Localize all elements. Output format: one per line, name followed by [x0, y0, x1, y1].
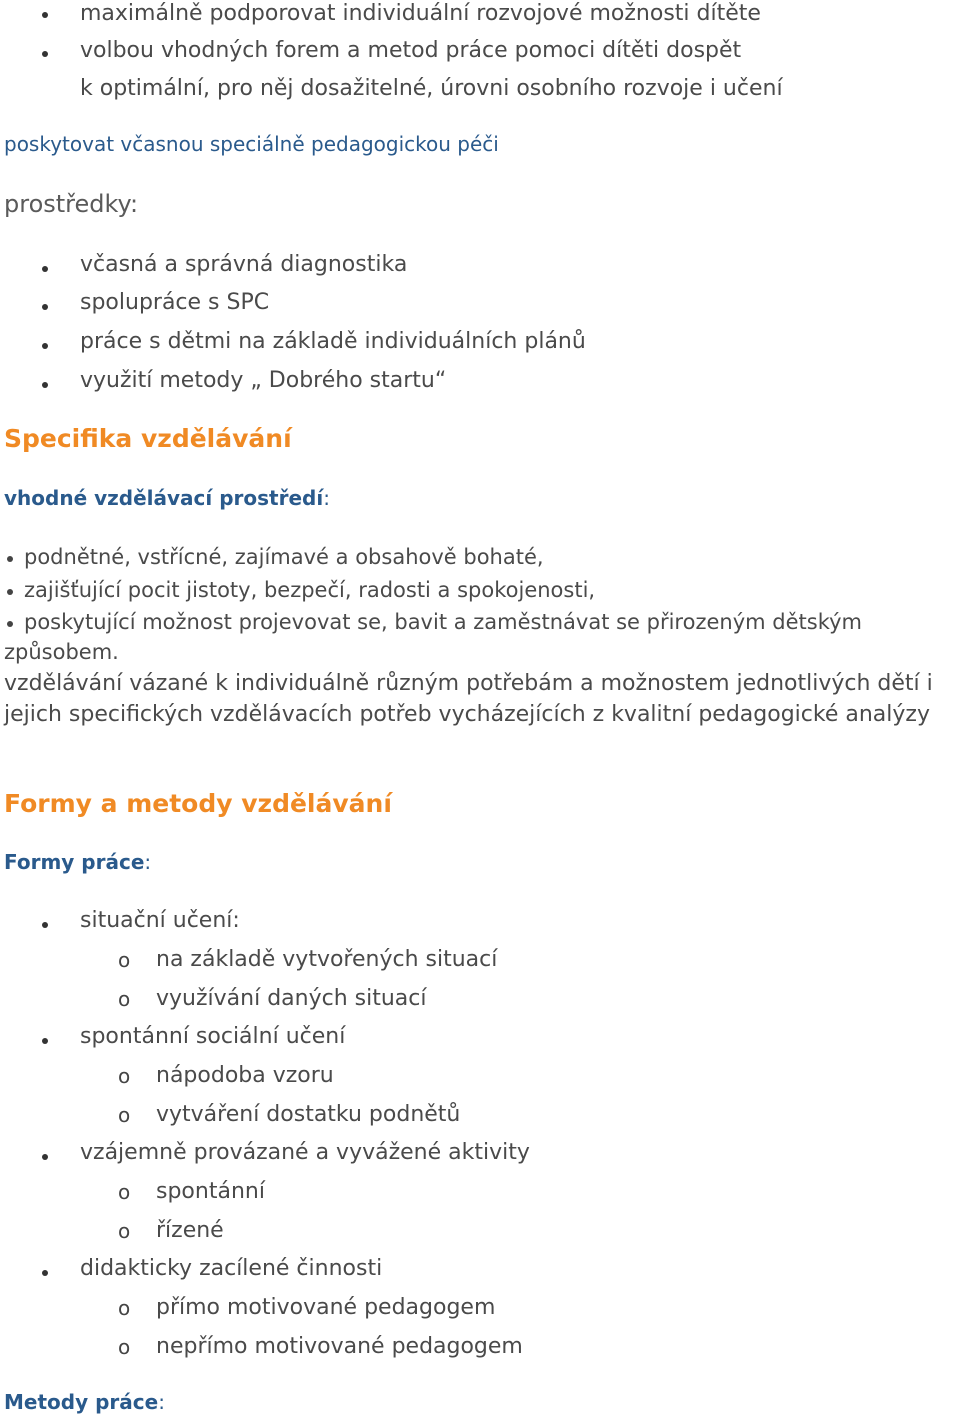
- section-title-specifika: Specifika vzdělávání: [4, 424, 292, 453]
- circle-bullet-icon: o: [118, 1180, 131, 1204]
- bullet-icon: [42, 382, 48, 388]
- bullet-icon: [42, 1038, 48, 1044]
- bullet-icon: [7, 621, 13, 627]
- env-heading-text: vhodné vzdělávací prostředí: [4, 486, 324, 510]
- sub-list-item: vytváření dostatku podnětů: [156, 1102, 461, 1127]
- circle-bullet-icon: o: [118, 987, 131, 1011]
- sub-list-item: nápodoba vzoru: [156, 1063, 334, 1088]
- list-item: včasná a správná diagnostika: [80, 252, 408, 277]
- metody-heading-colon: :: [158, 1390, 165, 1414]
- sub-list-item: nepřímo motivované pedagogem: [156, 1334, 523, 1359]
- list-item: zajišťující pocit jistoty, bezpečí, radosti a spokojenosti,: [24, 578, 596, 602]
- formy-heading: [4, 850, 151, 874]
- circle-bullet-icon: o: [118, 1103, 131, 1127]
- sub-list-item: řízené: [156, 1218, 224, 1243]
- bullet-icon: [42, 266, 48, 272]
- bullet-icon: [7, 589, 13, 595]
- list-item: volbou vhodných forem a metod práce pomoci dítěti dospět: [80, 38, 742, 63]
- bullet-icon: [42, 304, 48, 310]
- bullet-icon: [7, 556, 13, 562]
- bullet-icon: [42, 51, 48, 57]
- circle-bullet-icon: o: [118, 948, 131, 972]
- list-item: maximálně podporovat individuální rozvojové možnosti dítěte: [80, 1, 761, 26]
- circle-bullet-icon: o: [118, 1064, 131, 1088]
- env-heading-colon: :: [323, 486, 330, 510]
- list-item: poskytující možnost projevovat se, bavit a zaměstnávat se přirozeným dětským: [24, 610, 862, 634]
- circle-bullet-icon: o: [118, 1219, 131, 1243]
- bullet-icon: [42, 12, 48, 18]
- section-title-formy: Formy a metody vzdělávání: [4, 789, 392, 818]
- list-item: spolupráce s SPC: [80, 290, 270, 315]
- sub-list-item: přímo motivované pedagogem: [156, 1295, 496, 1320]
- metody-heading: [4, 1390, 165, 1414]
- list-item: situační učení:: [80, 908, 240, 933]
- bullet-icon: [42, 1154, 48, 1160]
- list-item-continuation: k optimální, pro něj dosažitelné, úrovni osobního rozvoje i učení: [80, 76, 783, 101]
- list-item: využití metody „ Dobrého startu“: [80, 368, 447, 393]
- list-item: didakticky zacílené činnosti: [80, 1256, 383, 1281]
- bullet-icon: [42, 922, 48, 928]
- list-item-continuation: způsobem.: [4, 640, 119, 664]
- heading-means: prostředky:: [4, 190, 139, 218]
- formy-heading-text: Formy práce: [4, 850, 145, 874]
- circle-bullet-icon: o: [118, 1296, 131, 1320]
- circle-bullet-icon: o: [118, 1335, 131, 1359]
- list-item: spontánní sociální učení: [80, 1024, 346, 1049]
- list-item: vzájemně provázané a vyvážené aktivity: [80, 1140, 530, 1165]
- sub-list-item: na základě vytvořených situací: [156, 947, 498, 972]
- list-item: práce s dětmi na základě individuálních plánů: [80, 329, 586, 354]
- env-heading: [4, 486, 330, 510]
- bullet-icon: [42, 1270, 48, 1276]
- list-item: podnětné, vstřícné, zajímavé a obsahově bohaté,: [24, 545, 544, 569]
- paragraph: vzdělávání vázané k individuálně různým potřebám a možnostem jednotlivých dětí i jejich specifických vzdělávacích potřeb vycházejících z kvalitní pedagogické analýzy: [4, 671, 933, 727]
- sub-list-item: spontánní: [156, 1179, 265, 1204]
- metody-heading-text: Metody práce: [4, 1390, 159, 1414]
- sub-list-item: využívání daných situací: [156, 986, 427, 1011]
- bullet-icon: [42, 343, 48, 349]
- heading-care: poskytovat včasnou speciálně pedagogickou péči: [4, 132, 499, 156]
- formy-heading-colon: :: [144, 850, 152, 874]
